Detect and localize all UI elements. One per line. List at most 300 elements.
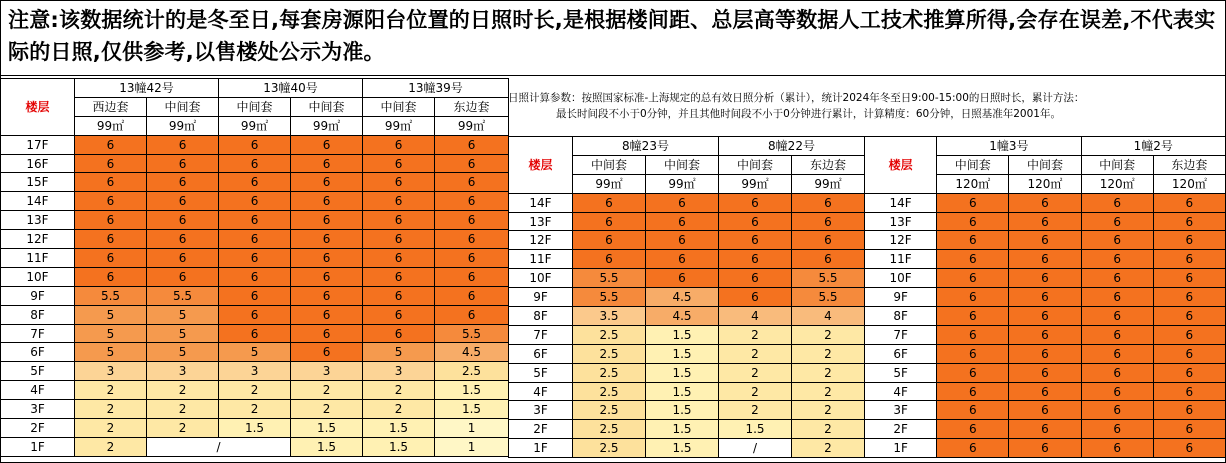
unit-area: 99㎡ (792, 174, 865, 193)
sunlight-hours-cell: 6 (1009, 212, 1081, 231)
sunlight-hours-cell: 1.5 (646, 439, 719, 458)
sunlight-hours-cell: 6 (291, 324, 363, 343)
building-name: 8幢22号 (719, 137, 865, 156)
unit-area: 99㎡ (719, 174, 792, 193)
sunlight-hours-cell: 6 (573, 250, 646, 269)
sunlight-hours-cell: 1.5 (435, 400, 509, 419)
sunlight-hours-cell: 6 (1081, 382, 1153, 401)
unit-type: 东边套 (792, 155, 865, 174)
sunlight-hours-cell: 6 (719, 193, 792, 212)
sunlight-hours-cell: 6 (1153, 363, 1225, 382)
building-name: 13幢42号 (75, 79, 219, 98)
sunlight-hours-cell: 6 (937, 344, 1009, 363)
sunlight-hours-cell: 1.5 (646, 420, 719, 439)
sunlight-hours-cell: 2 (792, 344, 865, 363)
sunlight-hours-cell: 6 (1009, 231, 1081, 250)
sunlight-hours-cell: 6 (646, 212, 719, 231)
sunlight-hours-cell: 6 (363, 135, 435, 154)
table-row (1, 286, 509, 305)
sunlight-hours-cell: 6 (435, 211, 509, 230)
sunlight-hours-cell: 5 (147, 324, 219, 343)
floor-label: 10F (1, 267, 75, 286)
sunlight-hours-cell: 6 (937, 212, 1009, 231)
floor-label: 1F (865, 439, 937, 458)
sunlight-hours-cell: 4.5 (646, 288, 719, 307)
table-row (1, 400, 509, 419)
sunlight-hours-cell: 6 (792, 250, 865, 269)
building-name: 13幢39号 (363, 79, 509, 98)
sunlight-hours-cell: 6 (1009, 363, 1081, 382)
sunlight-hours-cell: 6 (1009, 325, 1081, 344)
floor-label: 5F (865, 363, 937, 382)
sunlight-hours-cell: 6 (363, 173, 435, 192)
sunlight-hours-cell: 6 (1153, 269, 1225, 288)
sunlight-hours-cell: 2 (719, 401, 792, 420)
sunlight-hours-cell: 6 (363, 211, 435, 230)
sunlight-hours-cell: 6 (291, 192, 363, 211)
floor-label: 4F (509, 382, 573, 401)
sunlight-hours-cell: 2 (147, 381, 219, 400)
sunlight-hours-cell: 6 (937, 325, 1009, 344)
sunlight-table-building-8 (508, 136, 865, 458)
params-line-1: 日照计算参数：按照国家标准-上海规定的总有效日照分析（累计），统计2024年冬至日9:00-15:00的日照时长，累计方法： (508, 92, 1085, 104)
unit-type: 中间套 (1081, 155, 1153, 174)
sunlight-hours-cell: 6 (219, 324, 291, 343)
table-row (509, 420, 865, 439)
unit-area: 120㎡ (1009, 174, 1081, 193)
sunlight-hours-cell: 6 (363, 305, 435, 324)
table-row (1, 154, 509, 173)
floor-label: 12F (1, 230, 75, 249)
sunlight-hours-cell: 3 (363, 362, 435, 381)
floor-label: 6F (865, 344, 937, 363)
floor-label: 3F (865, 401, 937, 420)
table-row (509, 288, 865, 307)
sunlight-hours-cell: 2.5 (573, 344, 646, 363)
sunlight-hours-cell: 6 (1081, 231, 1153, 250)
sunlight-hours-cell: 6 (147, 211, 219, 230)
table-row (865, 439, 1226, 458)
sunlight-hours-cell: 1.5 (291, 437, 363, 456)
sunlight-hours-cell: 6 (291, 286, 363, 305)
building-name: 1幢2号 (1081, 137, 1225, 156)
sunlight-hours-cell: 5.5 (147, 286, 219, 305)
table-row (1, 343, 509, 362)
sunlight-hours-cell: 6 (147, 192, 219, 211)
sunlight-hours-cell: 2 (792, 420, 865, 439)
table-row (509, 193, 865, 212)
sunlight-table-building-13 (0, 78, 509, 457)
sunlight-hours-cell: 6 (1081, 363, 1153, 382)
sunlight-hours-cell: 6 (363, 267, 435, 286)
sunlight-hours-cell: 6 (147, 230, 219, 249)
floor-label: 9F (509, 288, 573, 307)
table-row (865, 231, 1226, 250)
table-row (865, 288, 1226, 307)
sunlight-hours-cell: 6 (147, 154, 219, 173)
sunlight-hours-cell: 2 (75, 400, 147, 419)
sunlight-hours-cell: 6 (1153, 401, 1225, 420)
sunlight-hours-cell: 6 (719, 250, 792, 269)
sunlight-hours-cell: 6 (573, 231, 646, 250)
sunlight-hours-cell: 6 (435, 286, 509, 305)
sunlight-hours-cell: 6 (1153, 250, 1225, 269)
unit-area: 120㎡ (1153, 174, 1225, 193)
sunlight-hours-cell: 6 (1009, 401, 1081, 420)
sunlight-hours-cell: 2.5 (573, 439, 646, 458)
floor-label: 9F (1, 286, 75, 305)
sunlight-hours-cell: 6 (1081, 307, 1153, 326)
table-row (1, 230, 509, 249)
table-row (865, 307, 1226, 326)
sunlight-hours-cell: 6 (147, 249, 219, 268)
calc-params (508, 90, 1220, 122)
sunlight-hours-cell: 6 (75, 173, 147, 192)
sunlight-hours-cell: 6 (1009, 439, 1081, 458)
table-row (1, 362, 509, 381)
sunlight-hours-cell: 6 (937, 401, 1009, 420)
sunlight-hours-cell: 6 (1153, 193, 1225, 212)
sunlight-hours-cell: 6 (219, 211, 291, 230)
sunlight-hours-cell: 6 (719, 288, 792, 307)
sunlight-hours-cell: 3 (147, 362, 219, 381)
sunlight-hours-cell: 6 (219, 267, 291, 286)
floor-label: 11F (509, 250, 573, 269)
sunlight-hours-cell: 6 (291, 343, 363, 362)
sunlight-hours-cell: 6 (363, 324, 435, 343)
sunlight-hours-cell: 6 (291, 154, 363, 173)
table-row (865, 193, 1226, 212)
sunlight-hours-cell: 6 (291, 173, 363, 192)
sunlight-hours-cell: / (719, 439, 792, 458)
sunlight-hours-cell: 6 (1009, 250, 1081, 269)
sunlight-hours-cell: 6 (937, 363, 1009, 382)
sunlight-hours-cell: 3.5 (573, 307, 646, 326)
table-row (1, 381, 509, 400)
sunlight-hours-cell: 2 (792, 325, 865, 344)
sunlight-hours-cell: 4.5 (646, 307, 719, 326)
sunlight-hours-cell: 6 (1081, 193, 1153, 212)
sunlight-hours-cell: 5.5 (75, 286, 147, 305)
unit-type: 中间套 (147, 97, 219, 116)
sunlight-hours-cell: 3 (291, 362, 363, 381)
floor-label: 15F (1, 173, 75, 192)
floor-label: 14F (1, 192, 75, 211)
sunlight-hours-cell: 6 (1153, 288, 1225, 307)
sunlight-hours-cell: 2 (291, 400, 363, 419)
sunlight-hours-cell: 6 (1153, 420, 1225, 439)
sunlight-hours-cell: 6 (937, 269, 1009, 288)
floor-label: 2F (509, 420, 573, 439)
sunlight-hours-cell: 6 (937, 231, 1009, 250)
sunlight-hours-cell: 2 (792, 439, 865, 458)
sunlight-hours-cell: 2 (147, 400, 219, 419)
unit-type: 中间套 (291, 97, 363, 116)
floor-label: 1F (1, 437, 75, 456)
sunlight-hours-cell: 2.5 (573, 325, 646, 344)
table-row (509, 363, 865, 382)
sunlight-hours-cell: 6 (291, 230, 363, 249)
sunlight-hours-cell: 1.5 (435, 381, 509, 400)
floor-label: 8F (1, 305, 75, 324)
sunlight-hours-cell: 6 (435, 173, 509, 192)
sunlight-hours-cell: 6 (792, 193, 865, 212)
unit-type: 中间套 (219, 97, 291, 116)
table-row (509, 307, 865, 326)
sunlight-hours-cell: 1.5 (646, 382, 719, 401)
unit-area: 99㎡ (573, 174, 646, 193)
sunlight-hours-cell: 6 (573, 193, 646, 212)
sunlight-hours-cell: 5 (219, 343, 291, 362)
building-name: 8幢23号 (573, 137, 719, 156)
building-name: 13幢40号 (219, 79, 363, 98)
sunlight-hours-cell: 6 (1009, 269, 1081, 288)
sunlight-hours-cell: 6 (1153, 344, 1225, 363)
sunlight-hours-cell: / (147, 437, 291, 456)
sunlight-hours-cell: 1.5 (219, 419, 291, 438)
sunlight-hours-cell: 1.5 (646, 325, 719, 344)
floor-label: 13F (865, 212, 937, 231)
floor-label: 13F (1, 211, 75, 230)
sunlight-hours-cell: 6 (719, 269, 792, 288)
sunlight-hours-cell: 5.5 (792, 288, 865, 307)
floor-label: 11F (1, 249, 75, 268)
sunlight-hours-cell: 6 (219, 249, 291, 268)
unit-area: 99㎡ (291, 116, 363, 135)
table-row (1, 173, 509, 192)
sunlight-hours-cell: 6 (1081, 439, 1153, 458)
sunlight-hours-cell: 6 (435, 135, 509, 154)
unit-type: 中间套 (573, 155, 646, 174)
sunlight-hours-cell: 6 (219, 135, 291, 154)
sunlight-hours-cell: 2 (75, 419, 147, 438)
table-row (509, 231, 865, 250)
unit-area: 120㎡ (937, 174, 1009, 193)
sunlight-hours-cell: 6 (1153, 382, 1225, 401)
sunlight-hours-cell: 6 (291, 211, 363, 230)
sunlight-hours-cell: 6 (1009, 344, 1081, 363)
floor-label: 2F (865, 420, 937, 439)
floor-header: 楼层 (509, 137, 573, 194)
sunlight-hours-cell: 6 (75, 267, 147, 286)
floor-label: 11F (865, 250, 937, 269)
sunlight-hours-cell: 6 (719, 212, 792, 231)
sunlight-hours-cell: 6 (1009, 193, 1081, 212)
sunlight-hours-cell: 4 (719, 307, 792, 326)
table-row (865, 420, 1226, 439)
sunlight-hours-cell: 6 (435, 305, 509, 324)
sunlight-hours-cell: 6 (291, 305, 363, 324)
sunlight-hours-cell: 6 (573, 212, 646, 231)
sunlight-hours-cell: 5 (147, 305, 219, 324)
sunlight-hours-cell: 1.5 (646, 401, 719, 420)
sunlight-hours-cell: 2 (363, 400, 435, 419)
table-row (865, 401, 1226, 420)
sunlight-hours-cell: 1.5 (646, 344, 719, 363)
sunlight-hours-cell: 6 (646, 193, 719, 212)
unit-area: 99㎡ (435, 116, 509, 135)
sunlight-hours-cell: 6 (937, 288, 1009, 307)
unit-area: 99㎡ (363, 116, 435, 135)
sunlight-hours-cell: 6 (1153, 325, 1225, 344)
sunlight-hours-cell: 1.5 (291, 419, 363, 438)
sunlight-hours-cell: 1.5 (363, 419, 435, 438)
sunlight-hours-cell: 6 (435, 267, 509, 286)
floor-label: 7F (1, 324, 75, 343)
sunlight-hours-cell: 6 (435, 230, 509, 249)
sunlight-hours-cell: 2 (291, 381, 363, 400)
sunlight-hours-cell: 6 (147, 173, 219, 192)
floor-label: 4F (1, 381, 75, 400)
sunlight-hours-cell: 6 (1081, 420, 1153, 439)
floor-label: 12F (509, 231, 573, 250)
sunlight-hours-cell: 6 (291, 249, 363, 268)
sunlight-hours-cell: 6 (1009, 382, 1081, 401)
params-line-2: 最长时间段不小于0分钟，并且其他时间段不小于0分钟进行累计，计算精度：60分钟，日照基准年2001年。 (556, 108, 1061, 120)
floor-label: 16F (1, 154, 75, 173)
table-row (865, 363, 1226, 382)
floor-header: 楼层 (865, 137, 937, 194)
table-row (1, 192, 509, 211)
sunlight-hours-cell: 6 (435, 192, 509, 211)
floor-label: 6F (1, 343, 75, 362)
table-row (1, 249, 509, 268)
floor-label: 9F (865, 288, 937, 307)
table-row (509, 250, 865, 269)
sunlight-hours-cell: 6 (937, 420, 1009, 439)
notice-title: 注意:该数据统计的是冬至日,每套房源阳台位置的日照时长,是根据楼间距、总层高等数据人工技术推算所得,会存在误差,不代表实际的日照,仅供参考,以售楼处公示为准。 (8, 8, 1216, 64)
sunlight-hours-cell: 6 (363, 154, 435, 173)
sunlight-hours-cell: 6 (75, 249, 147, 268)
sunlight-hours-cell: 6 (1153, 231, 1225, 250)
sunlight-hours-cell: 6 (219, 154, 291, 173)
unit-type: 中间套 (646, 155, 719, 174)
sunlight-hours-cell: 6 (1153, 439, 1225, 458)
sunlight-hours-cell: 6 (1009, 307, 1081, 326)
sunlight-hours-cell: 6 (937, 250, 1009, 269)
sunlight-hours-cell: 2 (363, 381, 435, 400)
sunlight-hours-cell: 4.5 (435, 343, 509, 362)
sunlight-hours-cell: 6 (1081, 288, 1153, 307)
sunlight-hours-cell: 6 (219, 230, 291, 249)
sunlight-hours-cell: 6 (75, 211, 147, 230)
sunlight-table-building-1 (864, 136, 1226, 458)
sunlight-hours-cell: 1.5 (363, 437, 435, 456)
sunlight-hours-cell: 5.5 (573, 269, 646, 288)
sunlight-hours-cell: 6 (937, 382, 1009, 401)
floor-label: 3F (509, 401, 573, 420)
sunlight-hours-cell: 5.5 (573, 288, 646, 307)
table-row (509, 344, 865, 363)
sunlight-hours-cell: 6 (1153, 307, 1225, 326)
sunlight-hours-cell: 1 (435, 437, 509, 456)
sunlight-hours-cell: 6 (1009, 420, 1081, 439)
table-row (865, 325, 1226, 344)
sunlight-hours-cell: 1.5 (719, 420, 792, 439)
table-row (1, 305, 509, 324)
table-row (1, 211, 509, 230)
table-row (1, 324, 509, 343)
sunlight-hours-cell: 6 (219, 192, 291, 211)
unit-area: 99㎡ (646, 174, 719, 193)
sunlight-hours-cell: 3 (75, 362, 147, 381)
floor-label: 5F (1, 362, 75, 381)
unit-type: 东边套 (435, 97, 509, 116)
sunlight-hours-cell: 6 (75, 135, 147, 154)
floor-label: 2F (1, 419, 75, 438)
floor-label: 10F (865, 269, 937, 288)
sunlight-hours-cell: 6 (937, 307, 1009, 326)
unit-area: 99㎡ (147, 116, 219, 135)
table-row (865, 212, 1226, 231)
sunlight-hours-cell: 5 (75, 305, 147, 324)
sunlight-hours-cell: 6 (363, 192, 435, 211)
unit-type: 东边套 (1153, 155, 1225, 174)
floor-label: 1F (509, 439, 573, 458)
sunlight-hours-cell: 2 (75, 437, 147, 456)
unit-area: 99㎡ (75, 116, 147, 135)
floor-label: 14F (509, 193, 573, 212)
floor-label: 13F (509, 212, 573, 231)
sunlight-hours-cell: 6 (147, 267, 219, 286)
floor-label: 7F (865, 325, 937, 344)
table-row (509, 212, 865, 231)
sunlight-hours-cell: 5 (75, 343, 147, 362)
sunlight-hours-cell: 6 (291, 135, 363, 154)
sunlight-hours-cell: 6 (937, 439, 1009, 458)
sunlight-hours-cell: 6 (291, 267, 363, 286)
sunlight-hours-cell: 1 (435, 419, 509, 438)
sunlight-hours-cell: 2 (719, 344, 792, 363)
sunlight-hours-cell: 2 (75, 381, 147, 400)
sunlight-hours-cell: 6 (363, 249, 435, 268)
floor-header: 楼层 (1, 79, 75, 136)
table-row (509, 325, 865, 344)
sunlight-hours-cell: 5 (75, 324, 147, 343)
sunlight-hours-cell: 5.5 (792, 269, 865, 288)
sunlight-hours-cell: 6 (646, 250, 719, 269)
floor-label: 8F (865, 307, 937, 326)
sunlight-hours-cell: 6 (75, 192, 147, 211)
sunlight-hours-cell: 2 (719, 382, 792, 401)
building-name: 1幢3号 (937, 137, 1081, 156)
sunlight-hours-cell: 6 (1081, 269, 1153, 288)
sunlight-hours-cell: 6 (646, 269, 719, 288)
divider (0, 75, 1226, 76)
unit-type: 中间套 (1009, 155, 1081, 174)
sunlight-hours-cell: 6 (435, 154, 509, 173)
unit-type: 中间套 (363, 97, 435, 116)
table-row (509, 382, 865, 401)
sunlight-hours-cell: 1.5 (646, 363, 719, 382)
sunlight-hours-cell: 6 (75, 154, 147, 173)
sunlight-hours-cell: 2 (719, 325, 792, 344)
table-row (865, 269, 1226, 288)
floor-label: 5F (509, 363, 573, 382)
sunlight-hours-cell: 2.5 (435, 362, 509, 381)
sunlight-hours-cell: 2 (219, 381, 291, 400)
floor-label: 3F (1, 400, 75, 419)
sunlight-hours-cell: 2.5 (573, 382, 646, 401)
sunlight-hours-cell: 6 (219, 305, 291, 324)
table-row (1, 267, 509, 286)
sunlight-hours-cell: 2 (219, 400, 291, 419)
floor-label: 17F (1, 135, 75, 154)
sunlight-hours-cell: 6 (1081, 325, 1153, 344)
sunlight-hours-cell: 6 (363, 286, 435, 305)
sunlight-hours-cell: 6 (1081, 344, 1153, 363)
sunlight-hours-cell: 6 (792, 231, 865, 250)
